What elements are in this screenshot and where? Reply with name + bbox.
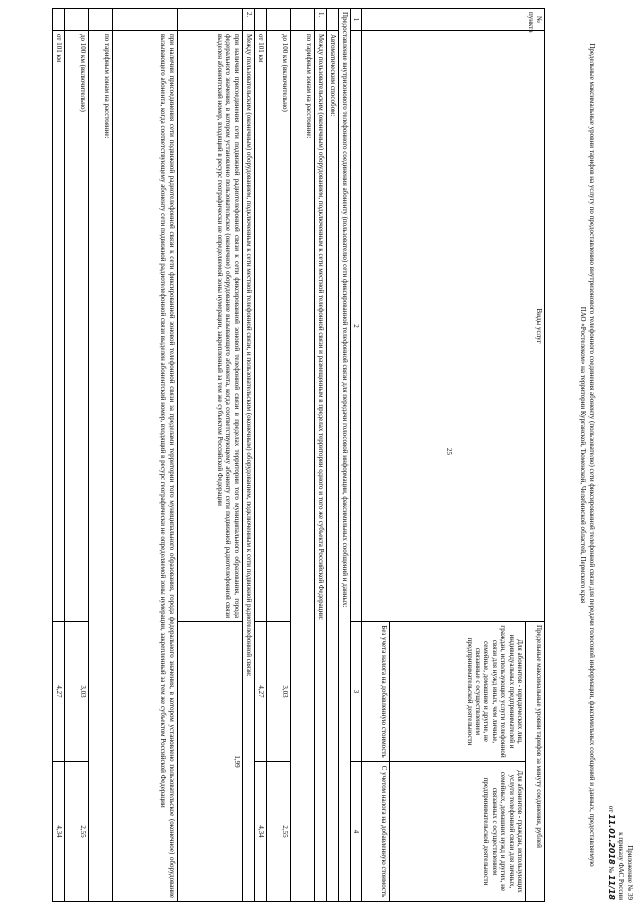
header-with-vat: С учетом налога на добавленную стоимость <box>362 762 390 902</box>
order-date: 11.01.2018 <box>607 814 617 865</box>
column-number-3: 3 <box>350 622 361 762</box>
header-without-vat: Без учета налога на добавленную стоимость <box>362 622 390 762</box>
number-label: № <box>607 866 616 874</box>
column-number-1: 1 <box>350 9 361 31</box>
empty-cell <box>254 9 266 31</box>
empty-cell <box>326 9 338 31</box>
item-2-up-to-100-legal-value: 3,03 <box>64 622 88 762</box>
header-citizens: Для абонентов - граждан, использующих услуги телефонной связи для личных, семейных, домашних нужд и других, не связанных с осуществлением предпринимательской деятельности <box>390 762 526 902</box>
item-2-from-101-legal-value: 4,27 <box>52 622 64 762</box>
item-1-number: 1. <box>314 9 326 31</box>
item-1-tariff-zones: по тарифным зонам на расстояние: <box>290 31 314 902</box>
header-legal-entities: Для абонентов - юридических лиц, индивидуальных предпринимателей и граждан, использующих услуги телефонной связи для нужд иных, чем личные, семейные, домашние и другие, не связанные с осуществлением предпринимательской деятельности <box>390 622 526 762</box>
header-tariff-levels: Предельные максимальные уровни тарифов за минуту соединения, рублей <box>526 622 545 902</box>
from-label: от <box>607 805 616 813</box>
empty-cell <box>266 9 290 31</box>
item-1-up-to-100-citizens-value: 2,55 <box>266 762 290 902</box>
empty-cell <box>177 9 242 31</box>
page-number: 25 <box>445 448 453 455</box>
empty-cell <box>88 9 112 31</box>
empty-cell <box>64 9 88 31</box>
item-2-case-a-value: 1,99 <box>177 622 242 902</box>
item-1-distance-from-101: от 101 км <box>254 31 266 622</box>
empty-cell <box>290 9 314 31</box>
item-1-from-101-citizens-value: 4,34 <box>254 762 266 902</box>
header-item-number: № пункта <box>362 9 545 31</box>
item-1-distance-up-to-100: до 100 км (включительно) <box>266 31 290 622</box>
appendix-header <box>607 800 635 900</box>
item-2-up-to-100-citizens-value: 2,55 <box>64 762 88 902</box>
empty-cell <box>52 9 64 31</box>
appendix-line-2: к приказу ФАС России <box>617 832 626 900</box>
item-2-case-b-description: при наличии присоединения сети подвижной радиотелефонной связи к сети фиксированной зоновой телефонной связи за пределами территории того муниципального образования, города федерального значения, в котором установлено пользовательское (оконечное) оборудование вызывающего абонента, когда соответствующему абоненту сети подвижной радиотелефонной связи выделен абонентский номер, входящий в ресурс географически не определяемой зоны нумерации, закрепленный за тем же субъектом Российской Федерации <box>112 31 177 902</box>
column-number-4: 4 <box>350 762 361 902</box>
item-2-from-101-citizens-value: 4,34 <box>52 762 64 902</box>
item-2-tariff-zones: по тарифным зонам на расстояние: <box>88 31 112 902</box>
automatic-method-label: Автоматическим способом: <box>326 31 338 902</box>
header-service-types: Виды услуг <box>362 31 545 622</box>
item-2-number: 2. <box>242 9 254 31</box>
item-1-from-101-legal-value: 4,27 <box>254 622 266 762</box>
item-1-description: Между пользовательским (оконечным) оборудованием, подключенным к сети местной телефонной связи и размещенным в пределах территории одного и того же субъекта Российской Федерации: <box>314 31 326 902</box>
item-1-up-to-100-legal-value: 3,03 <box>266 622 290 762</box>
empty-cell <box>112 9 177 31</box>
section-heading: Предоставление внутризонового телефонного соединения абоненту (пользователю) сети фиксированной телефонной связи для передачи голосовой информации, факсимильных сообщений и данных: <box>338 9 350 902</box>
item-2-distance-up-to-100: до 100 км (включительно) <box>64 31 88 622</box>
item-2-case-a-description: при наличии присоединения сети подвижной радиотелефонной связи к сети фиксированной зоновой телефонной связи в пределах территории того муниципального образования, города федерального значения, в котором установлено пользовательское (оконечное) оборудование вызывающего абонента, когда соответствующему абоненту сети подвижной радиотелефонной связи выделен абонентский номер, входящий в ресурс географически не определяемой зоны нумерации, закрепленный за тем же субъектом Российской Федерации <box>177 31 242 622</box>
item-2-distance-from-101: от 101 км <box>52 31 64 622</box>
document-title: Предельные максимальные уровни тарифов на услугу по предоставлению внутризонового телефонного соединения абоненту (пользователю) сети фиксированной телефонной связи для передачи голосовой информации, факсимильных сообщений и данных, предоставляемую ПАО «Ростелеком» на территории Курганской, Тюменской, Челябинской областей, Пермского края <box>578 43 596 867</box>
column-number-2: 2 <box>350 31 361 622</box>
appendix-line-3 <box>607 800 617 900</box>
appendix-line-1: Приложение № 39 <box>626 845 634 900</box>
item-2-description: Между пользовательским (оконечным) оборудованием, подключенным к сети местной телефонной связи, и пользовательским (оконечным) оборудованием, подключенным к сети подвижной радиотелефонной связи: <box>242 31 254 902</box>
tariff-table <box>52 8 545 902</box>
order-number: 11/18 <box>607 874 617 900</box>
